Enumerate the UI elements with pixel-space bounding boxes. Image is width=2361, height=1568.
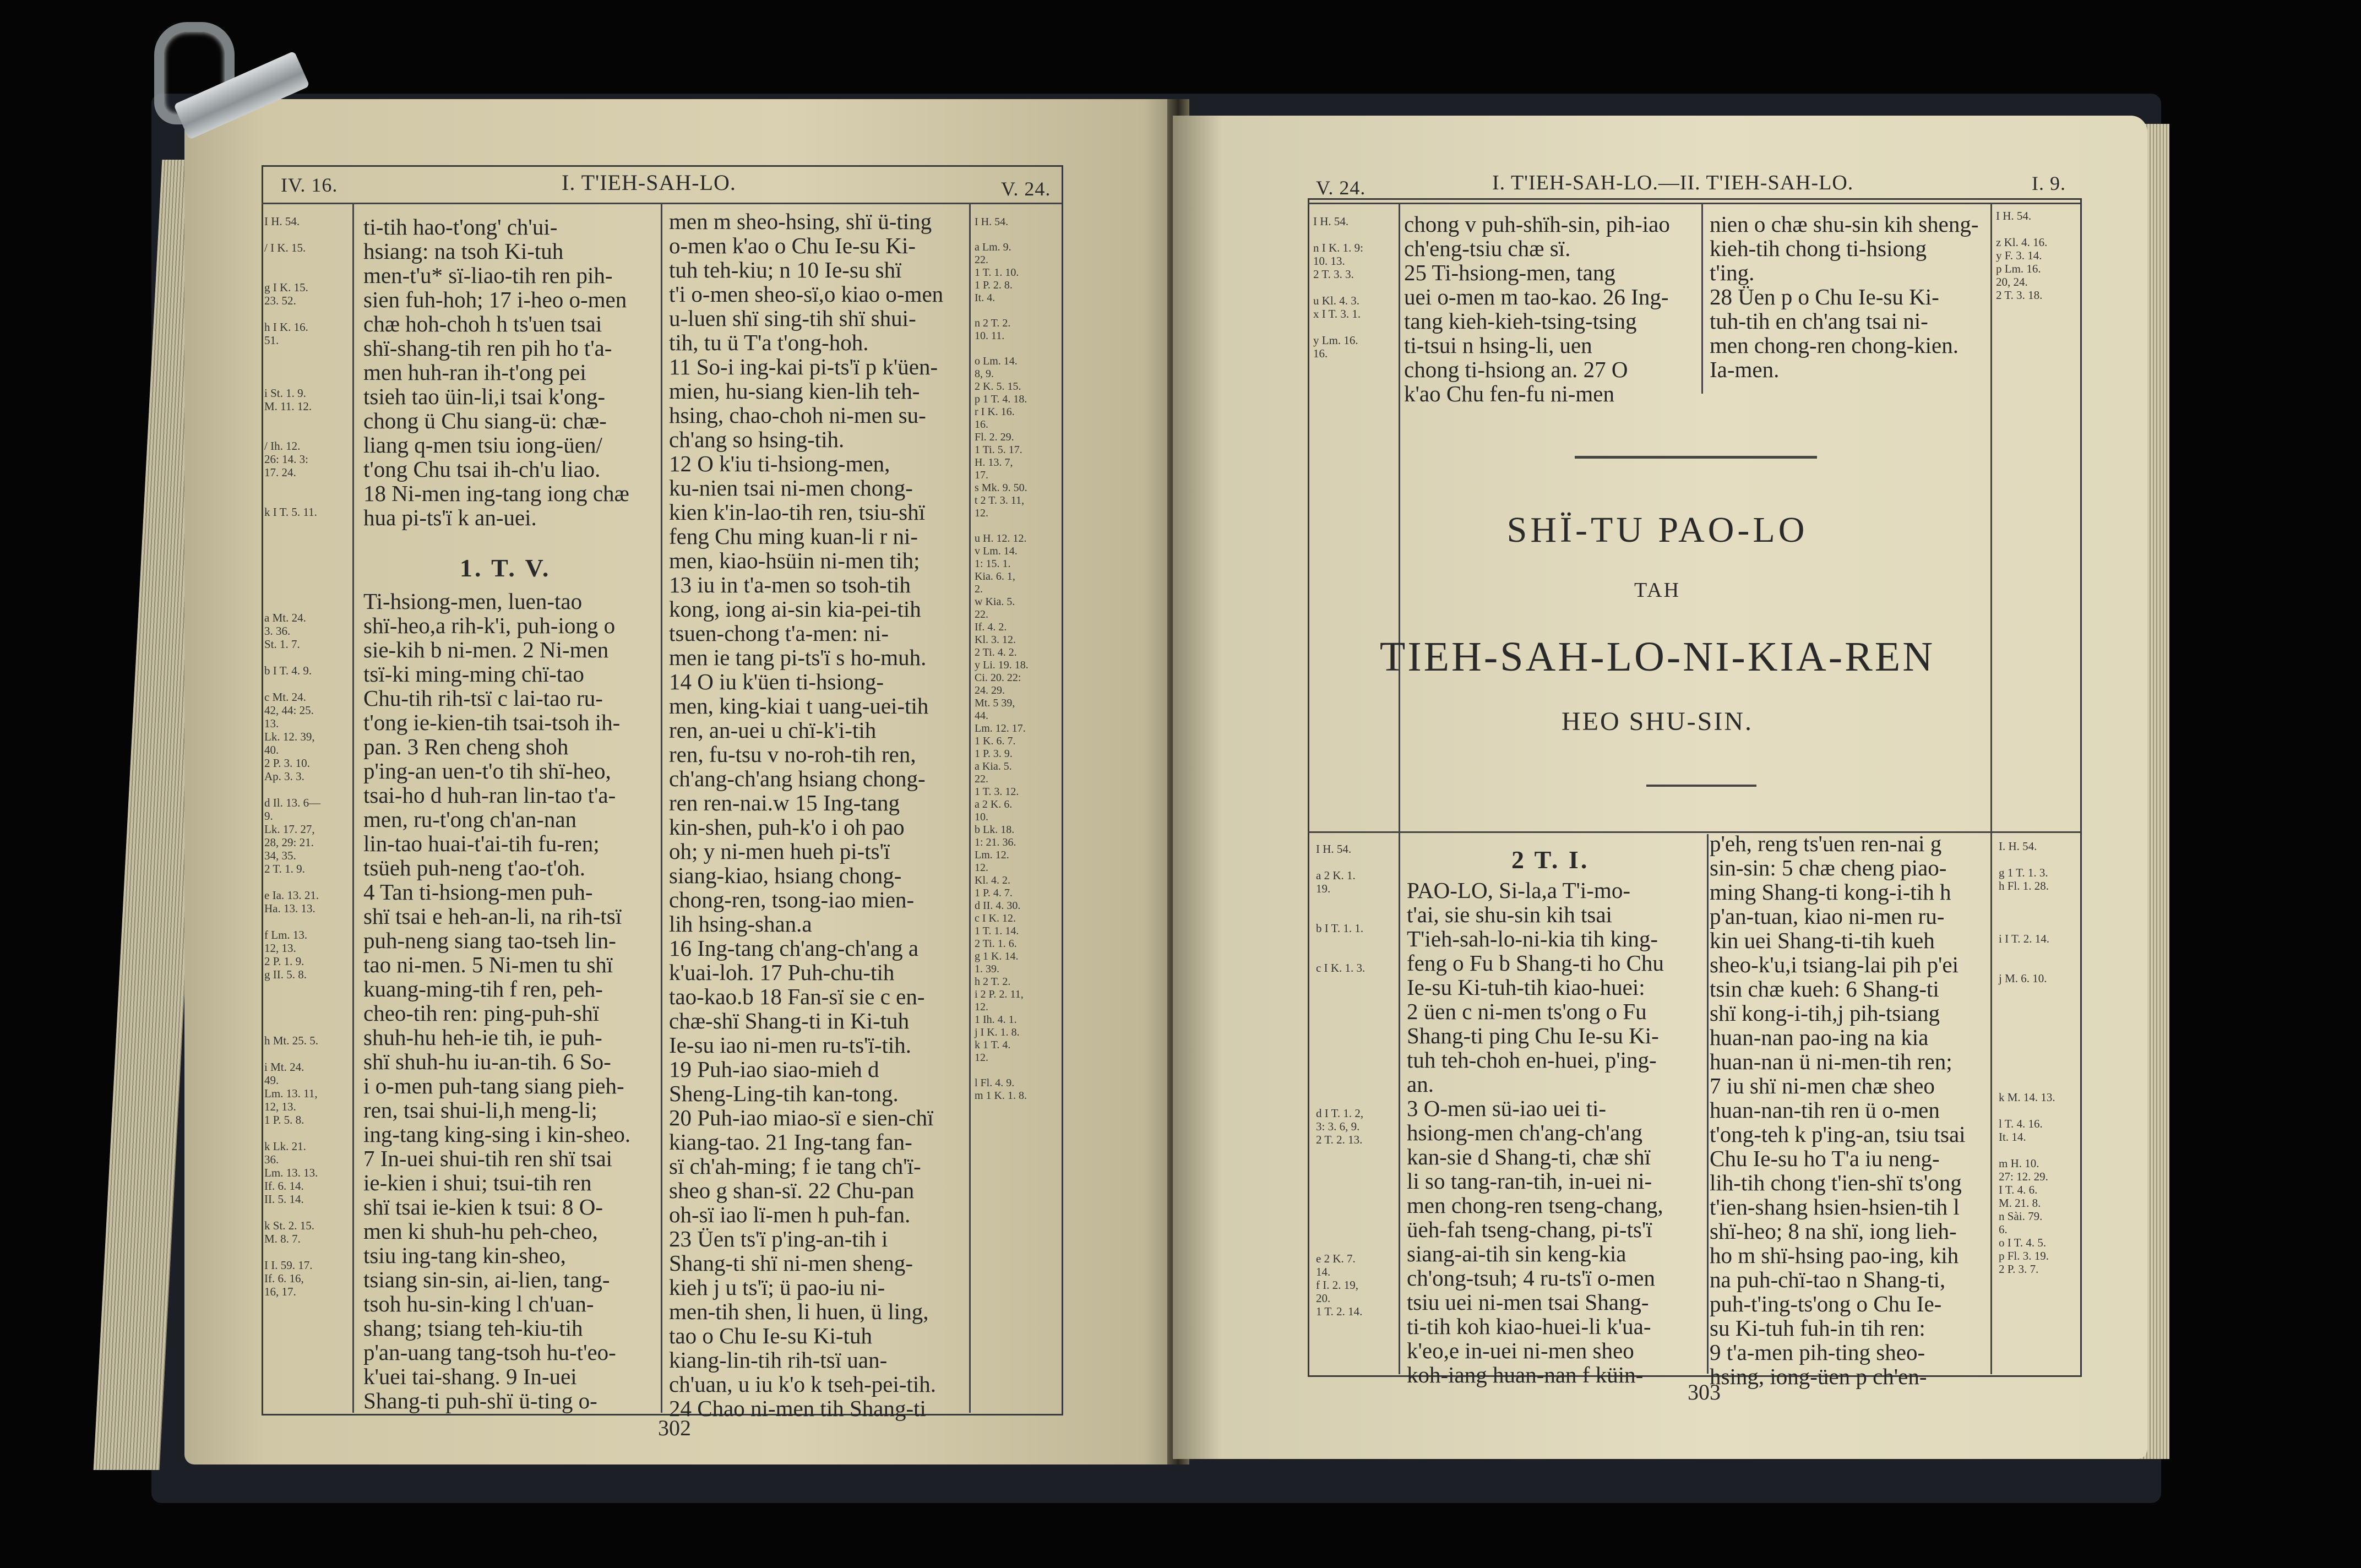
left-chapter-heading: 1. T. V. — [460, 554, 551, 582]
book-title-apostle: SHÏ-TU PAO-LO — [1506, 510, 1808, 550]
left-margin-rule — [352, 204, 354, 1413]
left-column-1-top: ti-tih hao-t'ong' ch'ui- hsiang: na tsoh Ki-tuh men-t'u* sï-liao-tih ren pih- sien fuh-hoh; 17 i-heo o-men chæ hoh-choh h ts'uen tsai shï-shang-tih ren pih ho t'a- men huh-ran ih-t'ong pei tsieh tao üin-li,i tsai k'ong- chong ü Chu siang-ü: chæ- liang q-men tsiu iong-üen/ t'ong Chu tsai ih-ch'u liao. 18 Ni-men ing-tang iong chæ hua pi-ts'ï k an-uei. — [363, 214, 629, 530]
right-top-outer-margin-refs: I H. 54. n I K. 1. 9: 10. 13. 2 T. 3. 3. u Kl. 4. 3. x I T. 3. 1. y Lm. 16. 16. — [1313, 215, 1363, 360]
right-top-column-1: chong v puh-shïh-sin, pih-iao ch'eng-tsiu chæ sï. 25 Ti-hsiong-men, tang uei o-men m tao-kao. 26 Ing- tang kieh-kieh-tsing-tsing ti-tsui n hsing-li, uen chong ti-hsiong an. 27 O k'ao Chu fen-fu ni-men — [1404, 211, 1670, 406]
right-header-chapter: I. 9. — [2032, 172, 2066, 194]
book-title-recipients: TIEH-SAH-LO-NI-KIA-REN — [1379, 634, 1935, 680]
right-inner-margin-rule — [1990, 204, 1992, 1374]
right-body-column-1: PAO-LO, Si-la,a T'i-mo- t'ai, sie shu-sin kih tsai T'ieh-sah-lo-ni-kia tih king- feng o Fu b Shang-ti ho Chu Ie-su Ki-tuh-tih kiao-huei: 2 üen c ni-men ts'ong o Fu Shang-ti ping Chu Ie-su Ki- tuh teh-choh en-huei, p'ing- an. 3 O-men sü-iao uei ti- hsiong-men ch'ang-ch'ang kan-sie d Shang-ti, chæ shï li so tang-ran-tih, in-uei ni- men chong-ren tseng-chang, üeh-fah tseng-chang, pi-ts'ï siang-ai-tih sin keng-kia ch'ong-tsuh; 4 ru-ts'ï o-men tsiu uei ni-men tsai Shang- ti-tih koh kiao-huei-li k'ua- k'eo,e in-uei ni-men sheo koh-iang huan-nan f küin- — [1407, 878, 1664, 1387]
right-top-inner-margin-refs: I H. 54. z Kl. 4. 16. y F. 3. 14. p Lm. 16. 20, 24. 2 T. 3. 18. — [1996, 209, 2048, 302]
right-chapter-heading: 2 T. I. — [1511, 846, 1590, 874]
left-page-number: 302 — [658, 1415, 691, 1440]
right-top-column-rule — [1701, 204, 1703, 394]
left-column-2: men m sheo-hsing, shï ü-ting o-men k'ao o Chu Ie-su Ki- tuh teh-kiu; n 10 Ie-su shï t'i o-men sheo-sï,o kiao o-men u-luen shï sing-tih shï shui- tih, tu ü T'a t'ong-hoh. 11 So-i ing-kai pi-ts'ï p k'üen- mien, hu-siang kien-lih teh- hsing, chao-choh ni-men su- ch'ang so hsing-tih. 12 O k'iu ti-hsiong-men, ku-nien tsai ni-men chong- kien k'in-lao-tih ren, tsiu-shï feng Chu ming kuan-li r ni- men, kiao-hsüin ni-men tih; 13 iu in t'a-men so tsoh-tih kong, iong ai-sin kia-pei-tih tsuen-chong t'a-men: ni- men ie tang pi-ts'ï s ho-muh. 14 O iu k'üen ti-hsiong- men, king-kiai t uang-uei-tih ren, an-uei u chï-k'i-tih ren, fu-tsu v no-roh-tih ren, ch'ang-ch'ang hsiang chong- ren ren-nai.w 15 Ing-tang kin-shen, puh-k'o i oh pao oh; y ni-men hueh pi-ts'ï siang-kiao, hsiang chong- chong-ren, tsong-iao mien- lih hsing-shan.a 16 Ing-tang ch'ang-ch'ang a k'uai-loh. 17 Puh-chu-tih tao-kao.b 18 Fan-sï sie c en- chæ-shï Shang-ti in Ki-tuh Ie-su iao ni-men ru-ts'ï-tih. 19 Puh-iao siao-mieh d Sheng-Ling-tih kan-tong. 20 Puh-iao miao-sï e sien-chï kiang-tao. 21 Ing-tang fan- sï ch'ah-ming; f ie tang ch'ï- sheo g shan-sï. 22 Chu-pan oh-sï iao lï-men h puh-fan. 23 Üen ts'ï p'ing-an-tih i Shang-ti shï ni-men sheng- kieh j u ts'ï; ü pao-iu ni- men-tih shen, li huen, ü ling, tao o Chu Ie-su Ki-tuh kiang-lin-tih rih-tsï uan- ch'uan, u iu k'o k tseh-pei-tih. 24 Chao ni-men tih Shang-ti — [669, 209, 944, 1421]
left-header-verse: V. 24. — [1001, 178, 1051, 200]
book-title-tah: TAH — [1634, 579, 1681, 602]
left-outer-margin-refs: I H. 54. / I K. 15. g I K. 15. 23. 52. h I K. 16. 51. i St. 1. 9. M. 11. 12. / Ih. 12. 26: 14. 3: 17. 24. k I T. 5. 11. a Mt. 24. 3. 36. St. 1. 7. b I T. 4. 9. c Mt. 24. 42, 44: 25. 13. Lk. 12. 39, 40. 2 P. 3. 10. Ap. 3. 3. d Il. 13. 6— 9. Lk. 17. 27, 28, 29: 21. 34, 35. 2 T. 1. 9. e Ia. 13. 21. Ha. 13. 13. f Lm. 13. 12, 13. 2 P. 1. 9. g II. 5. 8. h Mt. 25. 5. i Mt. 24. 49. Lm. 13. 11, 12, 13. 1 P. 5. 8. k Lk. 21. 36. Lm. 13. 13. If. 6. 14. II. 5. 14. k St. 2. 15. M. 8. 7. I I. 59. 17. If. 6. 16, 16, 17. — [264, 215, 321, 1298]
right-body-inner-margin-refs: I. H. 54. g 1 T. 1. 3. h Fl. 1. 28. i I T. 2. 14. j M. 6. 10. k M. 14. 13. l T. 4. 16. It. 14. m H. 10. 27: 12. 29. I T. 4. 6. M. 21. 8. n Sài. 79. 6. o I T. 4. 5. p Fl. 3. 19. 2 P. 3. 7. — [1999, 840, 2055, 1276]
left-header-title: I. T'IEH-SAH-LO. — [562, 170, 736, 195]
right-header-verse: V. 24. — [1316, 177, 1366, 199]
left-right-margin-rule — [969, 204, 971, 1413]
book-title-letter: HEO SHU-SIN. — [1562, 707, 1753, 736]
title-bottom-rule — [1646, 785, 1756, 787]
title-top-rule — [1575, 456, 1817, 459]
left-header-chapter: IV. 16. — [281, 174, 338, 196]
right-top-column-2: nien o chæ shu-sin kih sheng- kieh-tih chong ti-hsiong t'ing. 28 Üen p o Chu Ie-su Ki- tuh-tih en ch'ang tsai ni- men chong-ren chong-kien. Ia-men. — [1710, 211, 1979, 382]
right-body-outer-margin-refs: I H. 54. a 2 K. 1. 19. b I T. 1. 1. c I K. 1. 3. d I T. 1. 2, 3: 3. 6, 9. 2 T. 2. 13. e 2 K. 7. 14. f I. 2. 19, 20. 1 T. 2. 14. — [1316, 842, 1366, 1318]
left-column-1-body: Ti-hsiong-men, luen-tao shï-heo,a rih-k'i, puh-iong o sie-kih b ni-men. 2 Ni-men tsï-ki ming-ming chï-tao Chu-tih rih-tsï c lai-tao ru- t'ong ie-kien-tih tsai-tsoh ih- pan. 3 Ren cheng shoh p'ing-an uen-t'o tih shï-heo, tsai-ho d huh-ran lin-tao t'a- men, ru-t'ong ch'an-nan lin-tao huai-t'ai-tih fu-ren; tsüeh puh-neng t'ao-t'oh. 4 Tan ti-hsiong-men puh- shï tsai e heh-an-li, na rih-tsï puh-neng siang tao-tseh lin- tao ni-men. 5 Ni-men tu shï kuang-ming-tih f ren, peh- cheo-tih ren: ping-puh-shï shuh-hu heh-ie tih, ie puh- shï shuh-hu iu-an-tih. 6 So- i o-men puh-tang siang pieh- ren, tsai shui-li,h meng-li; ing-tang king-sing i kin-sheo. 7 In-uei shui-tih ren shï tsai ie-kien i shui; tsui-tih ren shï tsai ie-kien k tsui: 8 O- men ki shuh-hu peh-cheo, tsiu ing-tang kin-sheo, tsiang sin-sin, ai-lien, tang- tsoh hu-sin-king l ch'uan- shang; tsiang teh-kiu-tih p'an-uang tang-tsoh hu-t'eo- k'uei tai-shang. 9 In-uei Shang-ti puh-shï ü-ting o- — [363, 589, 631, 1413]
right-body-column-2: p'eh, reng ts'uen ren-nai g sin-sin: 5 chæ cheng piao- ming Shang-ti kong-i-tih h p'an-tuan, kiao ni-men ru- kin uei Shang-ti-tih kueh sheo-k'u,i tsiang-lai pih p'ei tsin chæ kueh: 6 Shang-ti shï kong-i-tih,j pih-tsiang huan-nan pao-ing na kia huan-nan ü ni-men-tih ren; 7 iu shï ni-men chæ sheo huan-nan-tih ren ü o-men t'ong-teh k p'ing-an, tsiu tsai Chu Ie-su ho T'a iu neng- lih-tih chong t'ien-shï ts'ong t'ien-shang hsien-hsien-tih l shï-heo; 8 na shï, iong lieh- ho m shï-hsing pao-ing, kih na puh-chï-tao n Shang-ti, puh-t'ing-ts'ong o Chu Ie- su Ki-tuh fuh-in tih ren: 9 t'a-men pih-ting sheo- hsing, iong-üen p ch'en- — [1710, 831, 1966, 1389]
binder-clip — [140, 22, 306, 171]
right-header-title: I. T'IEH-SAH-LO.—II. T'IEH-SAH-LO. — [1492, 171, 1854, 194]
right-margin-rule — [1399, 204, 1400, 1374]
left-column-rule — [661, 204, 662, 1413]
left-inner-margin-refs: I H. 54. a Lm. 9. 22. 1 T. 1. 10. 1 P. 2. 8. It. 4. n 2 T. 2. 10. 11. o Lm. 14. 8, 9. 2 K. 5. 15. p 1 T. 4. 18. r I K. 16. 16. Fl. 2. 29. 1 Ti. 5. 17. H. 13. 7, 17. s Mk. 9. 50. t 2 T. 3. 11, 12. u H. 12. 12. v Lm. 14. 1: 15. 1. Kia. 6. 1, 2. w Kia. 5. 22. If. 4. 2. Kl. 3. 12. 2 Ti. 4. 2. y Li. 19. 18. Ci. 20. 22: 24. 29. Mt. 5 39, 44. Lm. 12. 17. 1 K. 6. 7. 1 P. 3. 9. a Kia. 5. 22. 1 T. 3. 12. a 2 K. 6. 10. b Lk. 18. 1: 21. 36. Lm. 12. 12. Kl. 4. 2. 1 P. 4. 7. d II. 4. 30. c I K. 12. 1 T. 1. 14. 2 Ti. 1. 6. g 1 K. 14. 1. 39. h 2 T. 2. i 2 P. 2. 11, 12. 1 Ih. 4. 1. j I K. 1. 8. k 1 T. 4. 12. l Fl. 4. 9. m 1 K. 1. 8. — [975, 216, 1029, 1102]
right-header-rule — [1308, 203, 2080, 204]
right-page-number: 303 — [1688, 1380, 1721, 1404]
right-body-column-rule — [1707, 834, 1709, 1374]
